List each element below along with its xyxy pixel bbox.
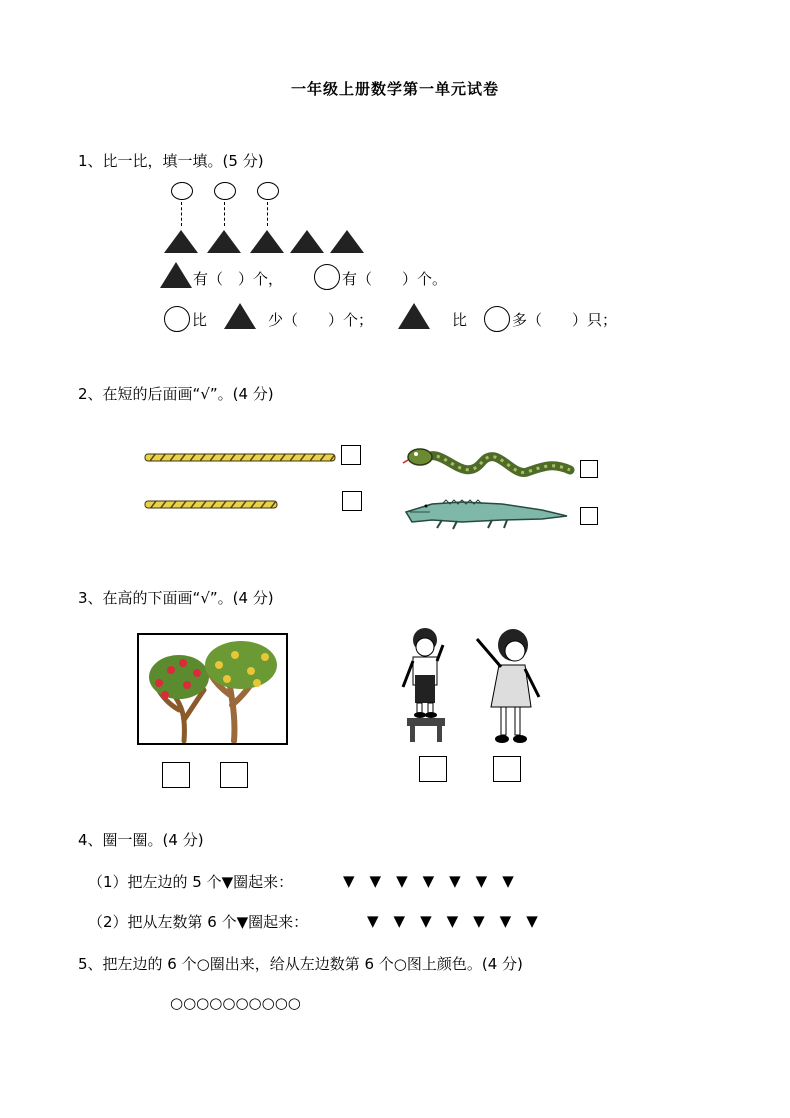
q1-line1-text-a: 有（ ）个， bbox=[193, 270, 284, 288]
circle-icon bbox=[484, 306, 510, 332]
dashed-connector bbox=[181, 202, 182, 226]
answer-box-crocodile[interactable] bbox=[580, 507, 598, 525]
q4-item1-label: （1）把左边的 5 个▼圈起来： bbox=[88, 873, 294, 891]
q5-circles: ○○○○○○○○○○ bbox=[170, 994, 301, 1012]
q1-line2-text-d: 多（ ）只； bbox=[512, 311, 618, 329]
question-5-heading: 5、把左边的 6 个○圈出来，给从左边数第 6 个○图上颜色。(4 分) bbox=[78, 955, 523, 973]
q1-line2-text-a: 比 bbox=[192, 311, 208, 329]
question-2-heading: 2、在短的后面画“√”。(4 分) bbox=[78, 385, 274, 403]
triangle-shape bbox=[164, 230, 198, 253]
ropes-image bbox=[140, 445, 340, 525]
q1-line2-text-b: 少（ ）个； bbox=[268, 311, 374, 329]
trees-image bbox=[139, 635, 286, 743]
circle-shape bbox=[214, 182, 236, 200]
answer-box-snake[interactable] bbox=[580, 460, 598, 478]
children-image bbox=[395, 625, 545, 750]
answer-box-long-rope[interactable] bbox=[341, 445, 361, 465]
triangle-shape bbox=[207, 230, 241, 253]
triangle-icon bbox=[160, 262, 192, 288]
snake-crocodile-image bbox=[402, 432, 577, 532]
circle-icon bbox=[314, 264, 340, 290]
answer-box-girl[interactable] bbox=[493, 756, 521, 782]
dashed-connector bbox=[224, 202, 225, 226]
answer-box-boy[interactable] bbox=[419, 756, 447, 782]
circle-icon bbox=[164, 306, 190, 332]
q4-item1-triangles: ▼ ▼ ▼ ▼ ▼ ▼ ▼ bbox=[343, 872, 514, 890]
question-1-heading: 1、比一比，填一填。(5 分) bbox=[78, 152, 264, 170]
q4-item2-label: （2）把从左数第 6 个▼圈起来： bbox=[88, 913, 309, 931]
triangle-shape bbox=[330, 230, 364, 253]
triangle-shape bbox=[250, 230, 284, 253]
question-3-heading: 3、在高的下面画“√”。(4 分) bbox=[78, 589, 274, 607]
answer-box-short-rope[interactable] bbox=[342, 491, 362, 511]
circle-shape bbox=[171, 182, 193, 200]
q1-line2-text-c: 比 bbox=[452, 311, 468, 329]
q4-item2-triangles: ▼ ▼ ▼ ▼ ▼ ▼ ▼ bbox=[367, 912, 538, 930]
dashed-connector bbox=[267, 202, 268, 226]
answer-box-tree-left[interactable] bbox=[162, 762, 190, 788]
question-4-heading: 4、圈一圈。(4 分) bbox=[78, 831, 204, 849]
triangle-shape bbox=[290, 230, 324, 253]
triangle-icon bbox=[224, 303, 256, 329]
q1-line1-text-b: 有（ ）个。 bbox=[342, 270, 448, 288]
answer-box-tree-right[interactable] bbox=[220, 762, 248, 788]
circle-shape bbox=[257, 182, 279, 200]
triangle-icon bbox=[398, 303, 430, 329]
trees-image-frame bbox=[137, 633, 288, 745]
page-title: 一年级上册数学第一单元试卷 bbox=[290, 80, 499, 98]
